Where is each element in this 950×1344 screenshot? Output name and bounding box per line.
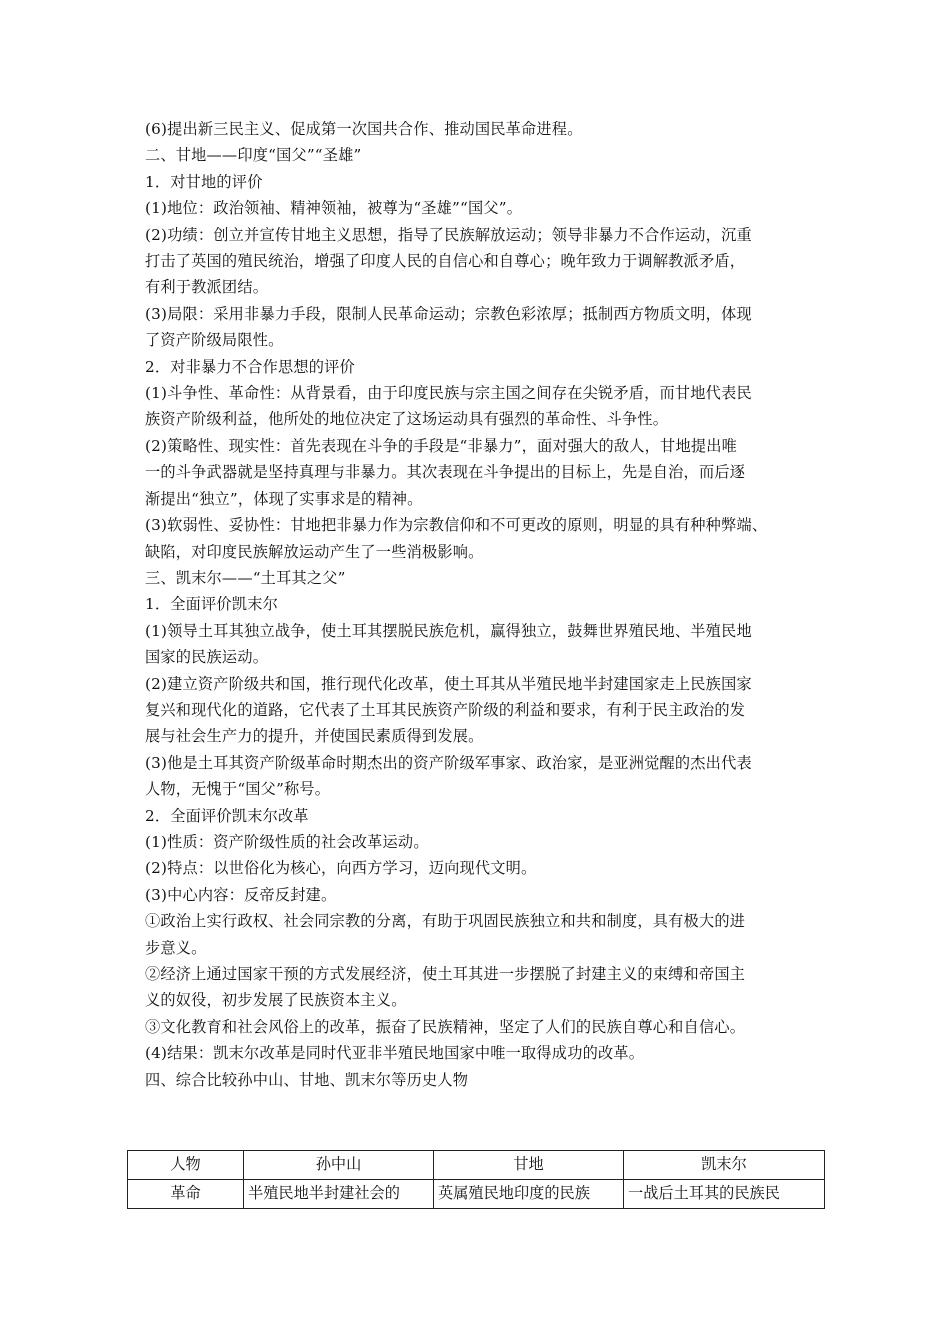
text-line: (2)功绩：创立并宣传甘地主义思想，指导了民族解放运动；领导非暴力不合作运动，沉重 [145, 225, 752, 244]
text-line: (3)中心内容：反帝反封建。 [145, 885, 337, 904]
text-line: (1)地位：政治领袖、精神领袖，被尊为“圣雄”“国父”。 [145, 199, 523, 218]
text-line: ③文化教育和社会风俗上的改革，振奋了民族精神，坚定了人们的民族自尊心和自信心。 [145, 1017, 746, 1036]
subsection-heading: 2．对非暴力不合作思想的评价 [145, 357, 355, 376]
table-cell: 一战后土耳其的民族民 [624, 1180, 825, 1209]
table-cell: 半殖民地半封建社会的 [244, 1180, 434, 1209]
text-line: (1)领导土耳其独立战争，使土耳其摆脱民族危机，赢得独立，鼓舞世界殖民地、半殖民地 [145, 621, 752, 640]
text-line: 族资产阶级利益，他所处的地位决定了这场运动具有强烈的革命性、斗争性。 [145, 410, 669, 429]
text-line: (4)结果：凯末尔改革是同时代亚非半殖民地国家中唯一取得成功的改革。 [145, 1044, 645, 1063]
text-line: (3)他是土耳其资产阶级革命时期杰出的资产阶级军事家、政治家，是亚洲觉醒的杰出代表 [145, 753, 752, 772]
text-line: (1)性质：资产阶级性质的社会改革运动。 [145, 832, 429, 851]
section-heading: 二、甘地——印度“国父”“圣雄” [145, 146, 362, 165]
table-header-row [128, 1151, 825, 1180]
section-heading: 四、综合比较孙中山、甘地、凯末尔等历史人物 [145, 1070, 469, 1089]
table-header-cell: 凯末尔 [624, 1151, 825, 1180]
section-heading: 三、凯末尔——“土耳其之父” [145, 568, 346, 587]
text-line: 义的奴役，初步发展了民族资本主义。 [145, 991, 407, 1010]
text-line: 复兴和现代化的道路，它代表了土耳其民族资产阶级的利益和要求，有利于民主政治的发 [145, 700, 746, 719]
table-header-cell: 甘地 [434, 1151, 624, 1180]
text-line: (2)特点：以世俗化为核心，向西方学习，迈向现代文明。 [145, 859, 537, 878]
text-line: 了资产阶级局限性。 [145, 331, 284, 350]
text-line: 渐提出“独立”，体现了实事求是的精神。 [145, 489, 423, 508]
subsection-heading: 1．对甘地的评价 [145, 172, 263, 191]
text-line: 缺陷，对印度民族解放运动产生了一些消极影响。 [145, 542, 484, 561]
text-line: 一的斗争武器就是坚持真理与非暴力。其次表现在斗争提出的目标上，先是自治，而后逐 [145, 463, 746, 482]
text-line: 步意义。 [145, 938, 207, 957]
document-body [145, 116, 825, 1093]
subsection-heading: 1．全面评价凯末尔 [145, 595, 278, 614]
text-line: (2)策略性、现实性：首先表现在斗争的手段是“非暴力”，面对强大的敌人，甘地提出唯 [145, 436, 737, 455]
comparison-table [127, 1150, 825, 1209]
text-line: 人物，无愧于“国父”称号。 [145, 780, 331, 799]
table-cell: 英属殖民地印度的民族 [434, 1180, 624, 1209]
table-header-cell: 孙中山 [244, 1151, 434, 1180]
text-line: 有利于教派团结。 [145, 278, 269, 297]
table-header-cell: 人物 [128, 1151, 244, 1180]
table-row [128, 1180, 825, 1209]
text-line: (3)软弱性、妥协性：甘地把非暴力作为宗教信仰和不可更改的原则，明显的具有种种弊端、 [145, 516, 768, 535]
table-cell: 革命 [128, 1180, 244, 1209]
subsection-heading: 2．全面评价凯末尔改革 [145, 806, 309, 825]
text-line: 打击了英国的殖民统治，增强了印度人民的自信心和自尊心；晚年致力于调解教派矛盾， [145, 252, 746, 271]
text-line: 展与社会生产力的提升，并使国民素质得到发展。 [145, 727, 484, 746]
text-line: ②经济上通过国家干预的方式发展经济，使土耳其进一步摆脱了封建主义的束缚和帝国主 [145, 965, 746, 983]
text-line: ①政治上实行政权、社会同宗教的分离，有助于巩固民族独立和共和制度，具有极大的进 [145, 912, 746, 931]
text-line: (6)提出新三民主义、促成第一次国共合作、推动国民革命进程。 [145, 120, 583, 138]
text-line: 国家的民族运动。 [145, 648, 269, 667]
text-line: (3)局限：采用非暴力手段，限制人民革命运动；宗教色彩浓厚；抵制西方物质文明，体现 [145, 304, 752, 323]
text-line: (2)建立资产阶级共和国，推行现代化改革，使土耳其从半殖民地半封建国家走上民族国家 [145, 674, 752, 693]
text-line: (1)斗争性、革命性：从背景看，由于印度民族与宗主国之间存在尖锐矛盾，而甘地代表民 [145, 384, 752, 403]
